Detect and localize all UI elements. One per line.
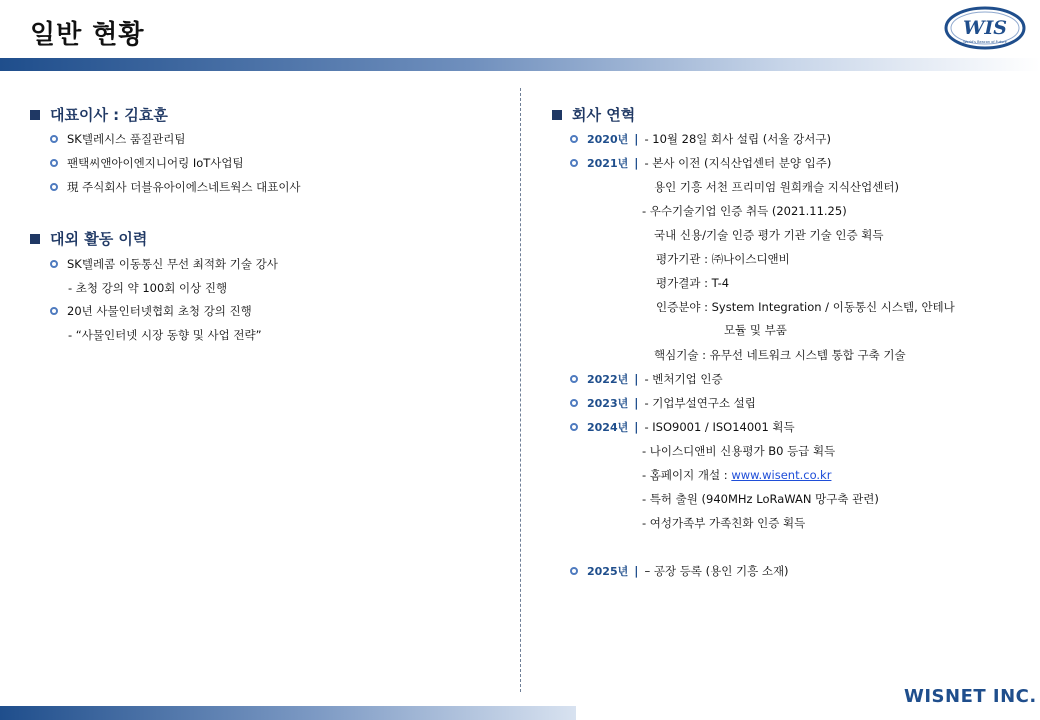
activities-heading-text: 대외 활동 이력 [50,230,148,248]
square-bullet-icon [552,110,562,120]
history-detail: 국내 신용/기술 인증 평가 기관 기술 인증 획득 [654,228,884,242]
ceo-career-item: SK텔레시스 품질관리팀 [50,131,185,147]
history-heading [552,104,635,125]
square-bullet-icon [30,234,40,244]
activity-item: SK텔레콤 이동통신 무선 최적화 기술 강사 [50,256,278,272]
ring-bullet-icon [570,399,578,407]
page-title: 일반 현황 [30,20,145,50]
header-gradient-bar [0,58,1040,71]
history-detail: - 나이스디앤비 신용평가 B0 등급 획득 [642,444,836,458]
history-row-2021: 2021년 | - 본사 이전 (지식산업센터 분양 입주) [570,155,831,171]
homepage-link[interactable]: www.wisent.co.kr [731,468,832,482]
footer-company-name: WISNET INC. [904,686,1037,707]
history-detail: 핵심기술 : 유무선 네트워크 시스템 통합 구축 기술 [654,348,906,362]
history-row-2020: 2020년 | - 10월 28일 회사 설립 (서울 강서구) [570,131,831,147]
ring-bullet-icon [570,135,578,143]
history-detail: - 여성가족부 가족친화 인증 획득 [642,516,806,530]
activities-heading [30,228,147,249]
activity-sub-item: - “사물인터넷 시장 동향 및 사업 전략” [68,328,262,342]
history-row-2023: 2023년 | - 기업부설연구소 설립 [570,395,756,411]
history-row-2022: 2022년 | - 벤처기업 인증 [570,371,723,387]
history-row-2024: 2024년 | - ISO9001 / ISO14001 획득 [570,419,795,435]
history-detail: 용인 기흥 서천 프리미엄 원희캐슬 지식산업센터) [654,180,899,194]
ring-bullet-icon [570,159,578,167]
ring-bullet-icon [570,567,578,575]
history-row-2025: 2025년 | – 공장 등록 (용인 기흥 소재) [570,563,789,579]
company-logo [944,6,1026,50]
ceo-career-item: 現 주식회사 더블유아이에스네트웍스 대표이사 [50,179,301,195]
ring-bullet-icon [50,159,58,167]
ring-bullet-icon [570,423,578,431]
ring-bullet-icon [50,135,58,143]
logo-text: WIS [963,17,1007,39]
activity-item: 20년 사물인터넷협회 초청 강의 진행 [50,303,252,319]
ring-bullet-icon [570,375,578,383]
activity-sub-item: - 초청 강의 약 100회 이상 진행 [68,281,228,295]
ring-bullet-icon [50,183,58,191]
ring-bullet-icon [50,307,58,315]
history-detail: 인증분야 : System Integration / 이동통신 시스템, 안테나 [656,300,955,314]
history-detail: 평가결과 : T-4 [656,276,730,290]
ceo-career-item: 팬택씨앤아이엔지니어링 IoT사업팀 [50,155,244,171]
ceo-heading [30,104,168,125]
ring-bullet-icon [50,260,58,268]
column-divider [520,88,521,692]
history-detail: - 특허 출원 (940MHz LoRaWAN 망구축 관련) [642,492,879,506]
logo-tagline: World's Beacon of Future [963,40,1007,44]
ceo-heading-text: 대표이사 : 김효훈 [50,106,168,124]
square-bullet-icon [30,110,40,120]
history-detail: 모듈 및 부품 [724,323,787,337]
history-heading-text: 회사 연혁 [572,106,636,124]
history-detail: - 우수기술기업 인증 취득 (2021.11.25) [642,204,847,218]
history-detail: - 홈페이지 개설 : www.wisent.co.kr [642,468,832,482]
footer-gradient-bar [0,706,576,720]
history-detail: 평가기관 : ㈜나이스디앤비 [656,252,790,266]
